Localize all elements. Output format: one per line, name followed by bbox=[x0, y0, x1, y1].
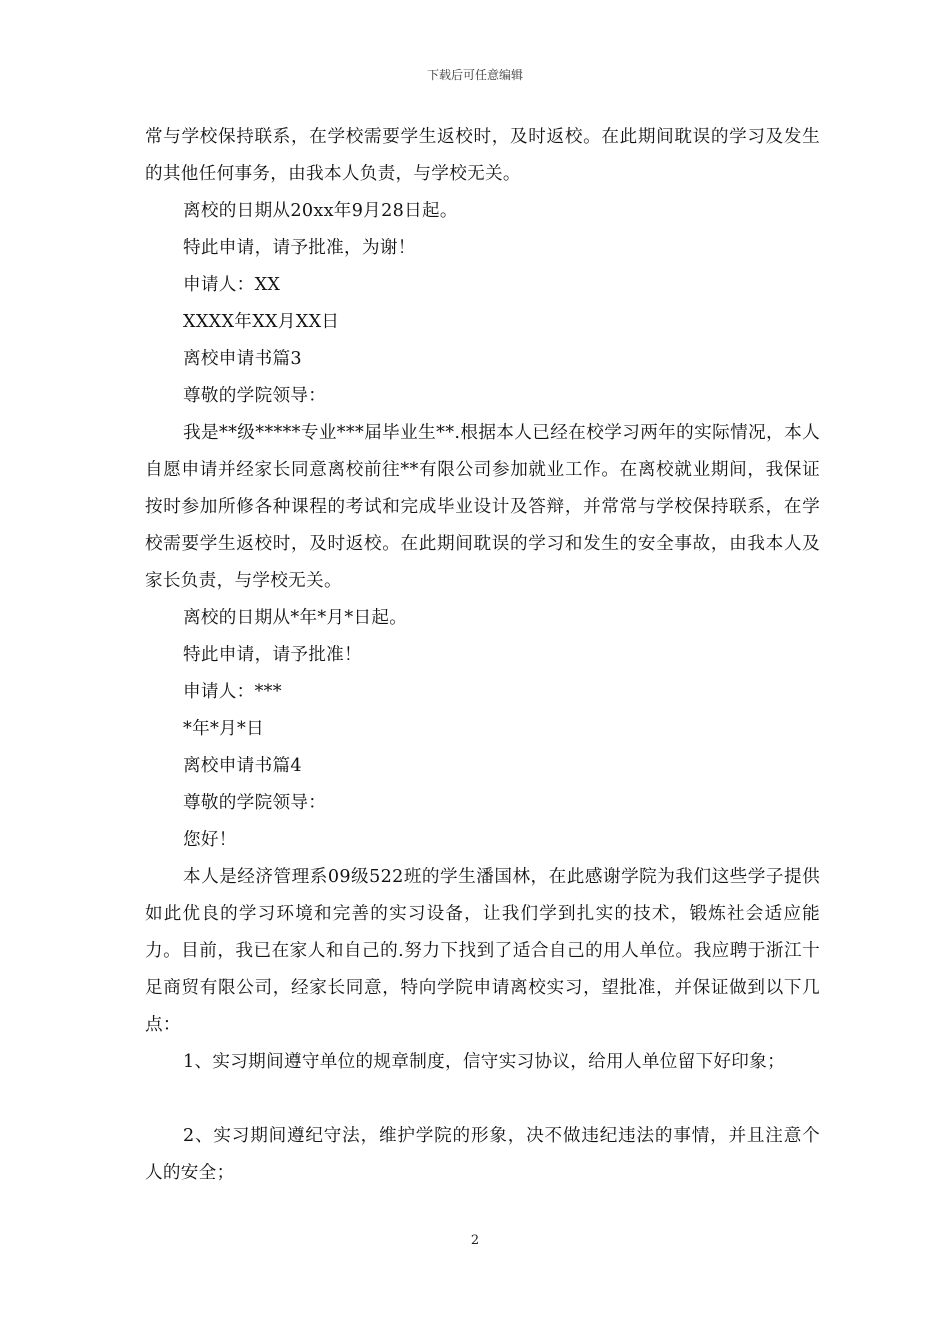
salutation: 尊敬的学院领导： bbox=[183, 793, 327, 813]
section-heading: 离校申请书篇3 bbox=[183, 349, 302, 369]
paragraph: 本人是经济管理系09级522班的学生潘国林，在此感谢学院为我们这些学子提供如此优良的学习环境和完善的实习设备，让我们学到扎实的技术，锻炼社会适应能力。目前，我已在家人和自己的.努力下找到了适合自己的用人单位。我应聘于浙江十足商贸有限公司，经家长同意，特向学院申请离校实习，望批准，并保证做到以下几点： bbox=[145, 867, 820, 1035]
paragraph: 我是**级*****专业***届毕业生**.根据本人已经在校学习两年的实际情况，本人自愿申请并经家长同意离校前往**有限公司参加就业工作。在离校就业期间，我保证按时参加所修各种课程的考试和完成毕业设计及答辩，并常常与学校保持联系，在学校需要学生返校时，及时返校。在此期间耽误的学习和发生的安全事故，由我本人及家长负责，与学校无关。 bbox=[145, 423, 820, 591]
paragraph: 离校的日期从*年*月*日起。 bbox=[183, 608, 408, 628]
paragraph: 常与学校保持联系，在学校需要学生返校时，及时返校。在此期间耽误的学习及发生的其他任何事务，由我本人负责，与学校无关。 bbox=[145, 127, 820, 184]
paragraph: 特此申请，请予批准！ bbox=[183, 645, 362, 665]
document-body bbox=[145, 119, 820, 1192]
salutation: 尊敬的学院领导： bbox=[183, 386, 327, 406]
section-heading: 离校申请书篇4 bbox=[183, 756, 302, 776]
greeting: 您好！ bbox=[183, 830, 237, 850]
spacer bbox=[145, 1081, 820, 1118]
paragraph: 申请人：XX bbox=[183, 275, 281, 295]
list-item: 2、实习期间遵纪守法，维护学院的形象，决不做违纪违法的事情，并且注意个人的安全； bbox=[145, 1126, 820, 1183]
paragraph: XXXX年XX月XX日 bbox=[183, 312, 340, 332]
page-header: 下载后可任意编辑 bbox=[426, 68, 523, 82]
paragraph: 申请人：*** bbox=[183, 682, 282, 702]
paragraph: *年*月*日 bbox=[183, 719, 264, 739]
paragraph: 特此申请，请予批准，为谢！ bbox=[183, 238, 416, 258]
list-item: 1、实习期间遵守单位的规章制度，信守实习协议，给用人单位留下好印象； bbox=[183, 1052, 785, 1072]
page-number: 2 bbox=[470, 1233, 480, 1248]
paragraph: 离校的日期从20xx年9月28日起。 bbox=[183, 201, 458, 221]
